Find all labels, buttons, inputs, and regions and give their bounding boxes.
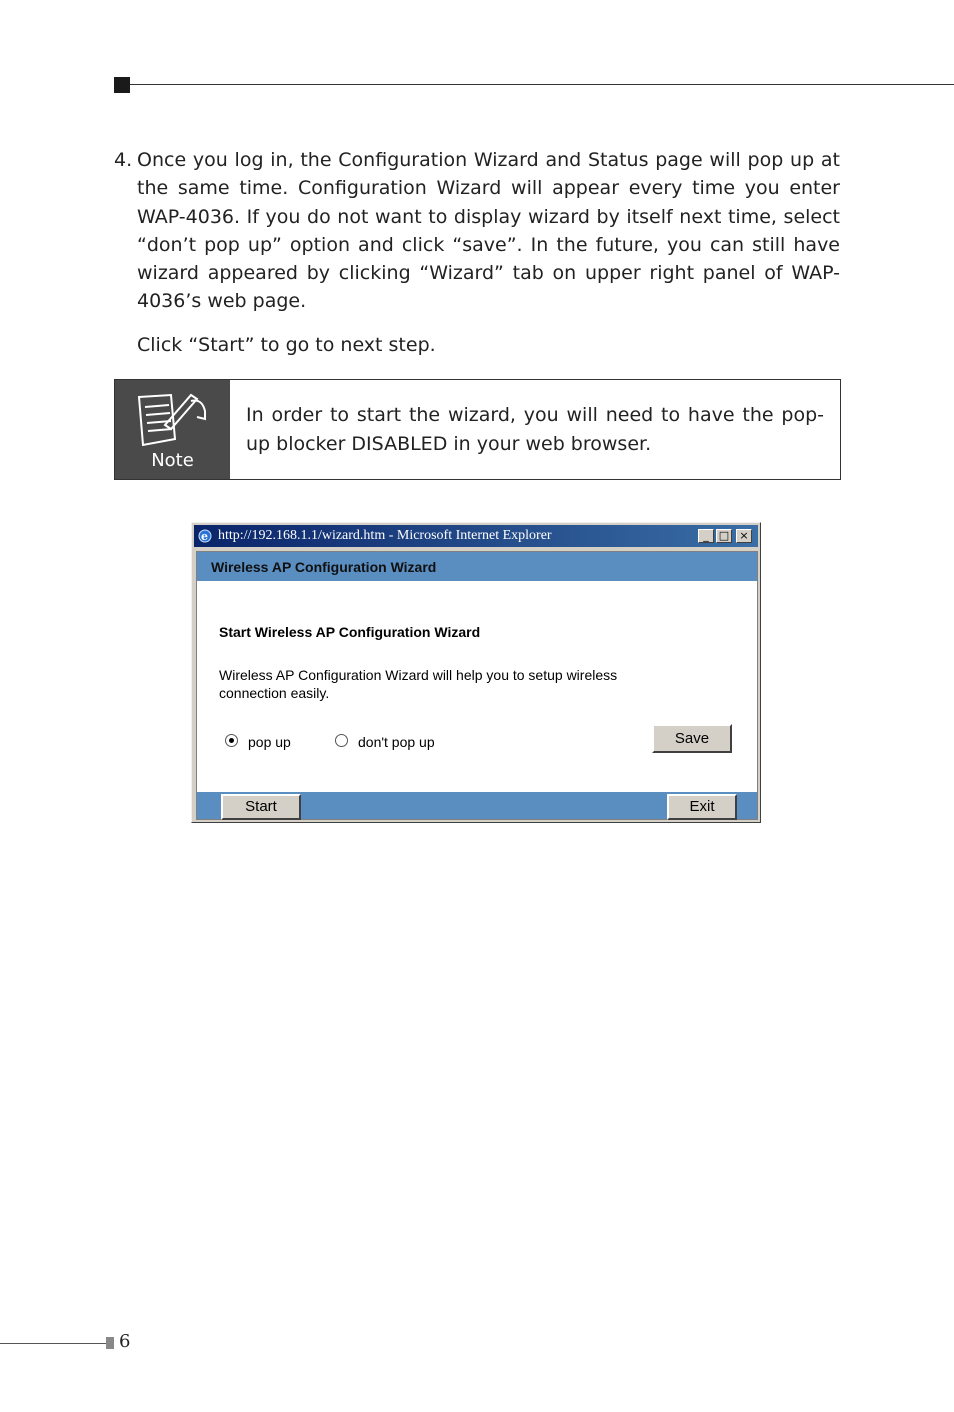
- svg-text:e: e: [201, 530, 208, 543]
- wizard-header-title: Wireless AP Configuration Wizard: [211, 559, 437, 575]
- popup-radio-label[interactable]: pop up: [248, 734, 291, 750]
- step-number: 4.: [114, 149, 133, 171]
- note-box: [114, 379, 841, 480]
- start-button[interactable]: Start: [221, 794, 301, 820]
- footer-marker: [106, 1337, 114, 1349]
- header-marker: [114, 77, 130, 93]
- wizard-subtitle: Start Wireless AP Configuration Wizard: [219, 624, 481, 640]
- close-button[interactable]: ×: [736, 529, 752, 543]
- step-text: Once you log in, the Configuration Wizard and Status page will pop up at the same time. Configuration Wizard will appear every time you enter WAP-4036. If you do not want to display wizard by itself next time, select “don’t pop up” option and click “save”. In the future, you can still have wizard appeared by clicking “Wizard” tab on upper right panel of WAP-4036’s web page.: [137, 149, 840, 313]
- note-pen-icon: [135, 389, 211, 451]
- ie-window: [191, 522, 761, 823]
- page-number: 6: [119, 1331, 131, 1352]
- note-text: In order to start the wizard, you will need to have the pop-up blocker DISABLED in your web browser.: [246, 404, 824, 455]
- radio-selected-dot: [229, 738, 234, 743]
- wizard-header: [197, 552, 757, 581]
- ie-logo-icon: [197, 528, 213, 544]
- maximize-button[interactable]: □: [716, 529, 732, 543]
- ie-title: http://192.168.1.1/wizard.htm - Microsoft Internet Explorer: [218, 528, 552, 543]
- wizard-page: [196, 551, 758, 820]
- wizard-description: Wireless AP Configuration Wizard will help you to setup wireless connection easily.: [219, 667, 618, 701]
- wizard-footer: [197, 792, 757, 819]
- minimize-button[interactable]: _: [698, 529, 714, 543]
- step-paragraph: [114, 146, 840, 316]
- header-rule: [130, 84, 954, 85]
- note-label: Note: [151, 450, 194, 471]
- footer-rule: [0, 1343, 106, 1344]
- save-button[interactable]: Save: [652, 724, 732, 753]
- click-instruction: Click “Start” to go to next step.: [137, 334, 436, 356]
- note-icon-panel: [115, 380, 230, 479]
- dont-popup-radio-label[interactable]: don't pop up: [358, 734, 435, 750]
- exit-button[interactable]: Exit: [667, 794, 737, 820]
- ie-titlebar[interactable]: [194, 525, 758, 547]
- popup-radio[interactable]: [225, 734, 238, 747]
- dont-popup-radio[interactable]: [335, 734, 348, 747]
